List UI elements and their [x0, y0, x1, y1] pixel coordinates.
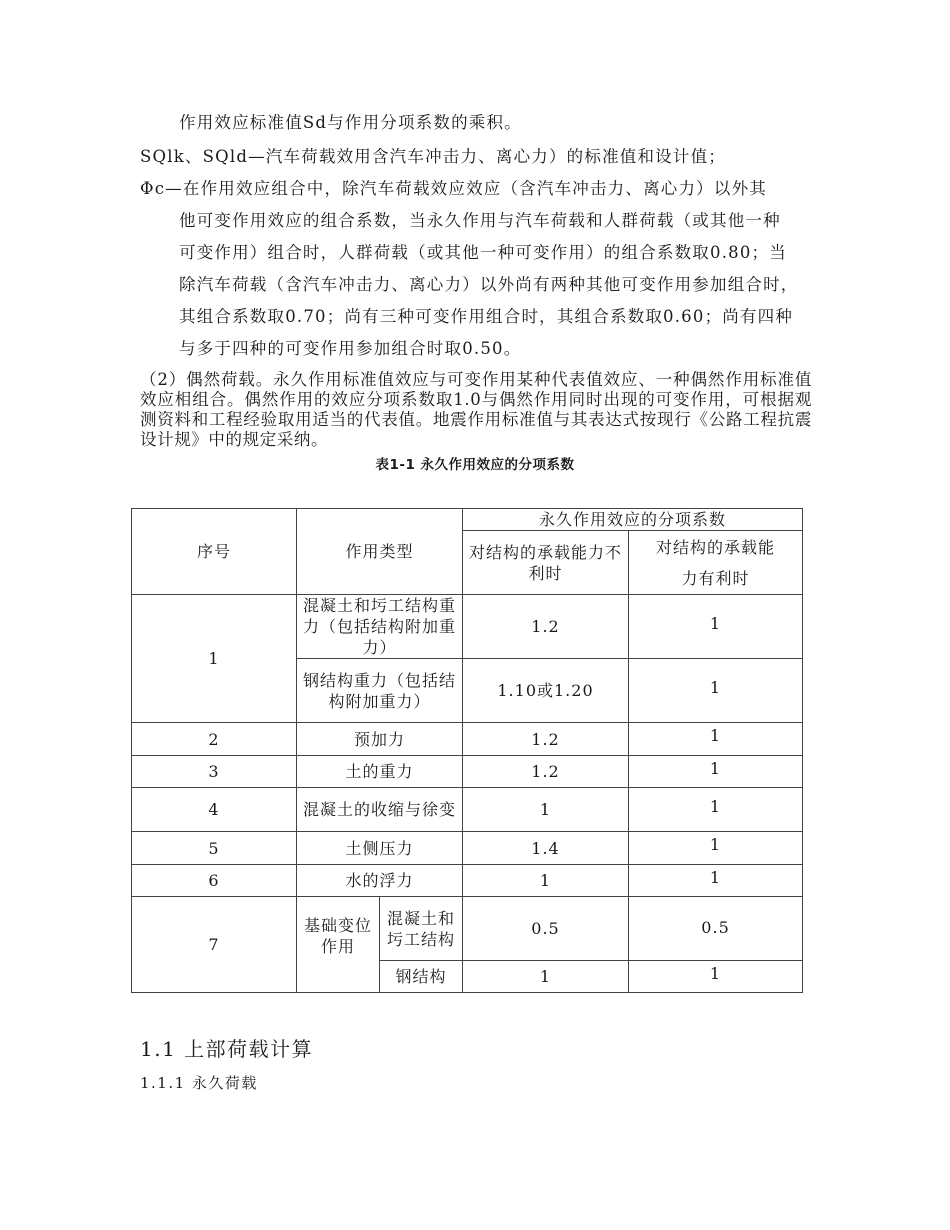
header-type: 作用类型 [297, 509, 463, 595]
coefficient-table [131, 508, 803, 993]
cell-seq: 7 [132, 897, 297, 993]
cell-favorable: 1 [629, 865, 803, 897]
cell-unfavorable: 1.2 [463, 756, 629, 788]
table-row [132, 788, 803, 832]
text-line: 他可变作用效应的组合系数，当永久作用与汽车荷载和人群荷载（或其他一种 [179, 211, 781, 230]
cell-favorable: 1 [629, 756, 803, 788]
text-line: SQlk、SQld—汽车荷载效用含汽车冲击力、离心力）的标准值和设计值； [140, 147, 726, 166]
text-line: 除汽车荷载（含汽车冲击力、离心力）以外尚有两种其他可变作用参加组合时， [179, 275, 799, 294]
cell-favorable: 1 [629, 723, 803, 756]
table-row [132, 595, 803, 659]
cell-unfavorable: 1 [463, 865, 629, 897]
cell-type-group: 基础变位作用 [297, 897, 380, 993]
cell-unfavorable: 1 [463, 788, 629, 832]
cell-type: 土侧压力 [297, 832, 463, 865]
cell-unfavorable: 1.2 [463, 723, 629, 756]
header-coef: 永久作用效应的分项系数 [463, 509, 803, 531]
cell-favorable: 1 [629, 659, 803, 723]
header-favorable-line2: 力有利时 [681, 568, 750, 588]
text-line: 作用效应标准值Sd与作用分项系数的乘积。 [179, 113, 522, 132]
cell-type: 水的浮力 [297, 865, 463, 897]
cell-favorable: 1 [629, 832, 803, 865]
table-row [132, 865, 803, 897]
header-favorable [629, 531, 803, 595]
subsection-heading: 1.1.1 永久荷载 [140, 1074, 258, 1092]
cell-type: 混凝土和圬工结构重力（包括结构附加重力） [297, 595, 463, 659]
text-line: Φc—在作用效应组合中，除汽车荷载效应效应（含汽车冲击力、离心力）以外其 [140, 179, 767, 198]
cell-seq: 6 [132, 865, 297, 897]
table-caption: 表1-1 永久作用效应的分项系数 [375, 457, 575, 473]
cell-favorable: 1 [629, 788, 803, 832]
header-seq: 序号 [132, 509, 297, 595]
table-row [132, 832, 803, 865]
table-row [132, 897, 803, 961]
cell-seq: 4 [132, 788, 297, 832]
text-line: 其组合系数取0.70；尚有三种可变作用组合时，其组合系数取0.60；尚有四种 [179, 307, 794, 326]
cell-subtype: 钢结构 [380, 961, 463, 993]
section-heading: 1.1 上部荷载计算 [140, 1037, 314, 1061]
cell-favorable: 0.5 [629, 897, 803, 961]
cell-type: 预加力 [297, 723, 463, 756]
cell-unfavorable: 0.5 [463, 897, 629, 961]
cell-unfavorable: 1.2 [463, 595, 629, 659]
cell-type: 混凝土的收缩与徐变 [297, 788, 463, 832]
cell-favorable: 1 [629, 961, 803, 993]
text-line: 可变作用）组合时，人群荷载（或其他一种可变作用）的组合系数取0.80；当 [179, 243, 787, 262]
paragraph-accidental-load: （2）偶然荷载。永久作用标准值效应与可变作用某种代表值效应、一种偶然作用标准值效应相组合。偶然作用的效应分项系数取1.0与偶然作用同时出现的可变作用，可根据观测资料和工程经验取用适当的代表值。地震作用标准值与其表达式按现行《公路工程抗震设计规》中的规定采纳。 [140, 370, 812, 449]
table-row [132, 756, 803, 788]
cell-subtype: 混凝土和圬工结构 [380, 897, 463, 961]
table-row [132, 723, 803, 756]
cell-type: 土的重力 [297, 756, 463, 788]
cell-unfavorable: 1.10或1.20 [463, 659, 629, 723]
text-line: 与多于四种的可变作用参加组合时取0.50。 [179, 339, 522, 358]
cell-favorable: 1 [629, 595, 803, 659]
cell-type: 钢结构重力（包括结构附加重力） [297, 659, 463, 723]
cell-unfavorable: 1.4 [463, 832, 629, 865]
cell-seq: 5 [132, 832, 297, 865]
cell-seq: 1 [132, 595, 297, 723]
header-favorable-line1: 对结构的承载能 [656, 537, 776, 557]
cell-seq: 3 [132, 756, 297, 788]
cell-seq: 2 [132, 723, 297, 756]
cell-unfavorable: 1 [463, 961, 629, 993]
header-unfavorable: 对结构的承载能力不利时 [463, 531, 629, 595]
